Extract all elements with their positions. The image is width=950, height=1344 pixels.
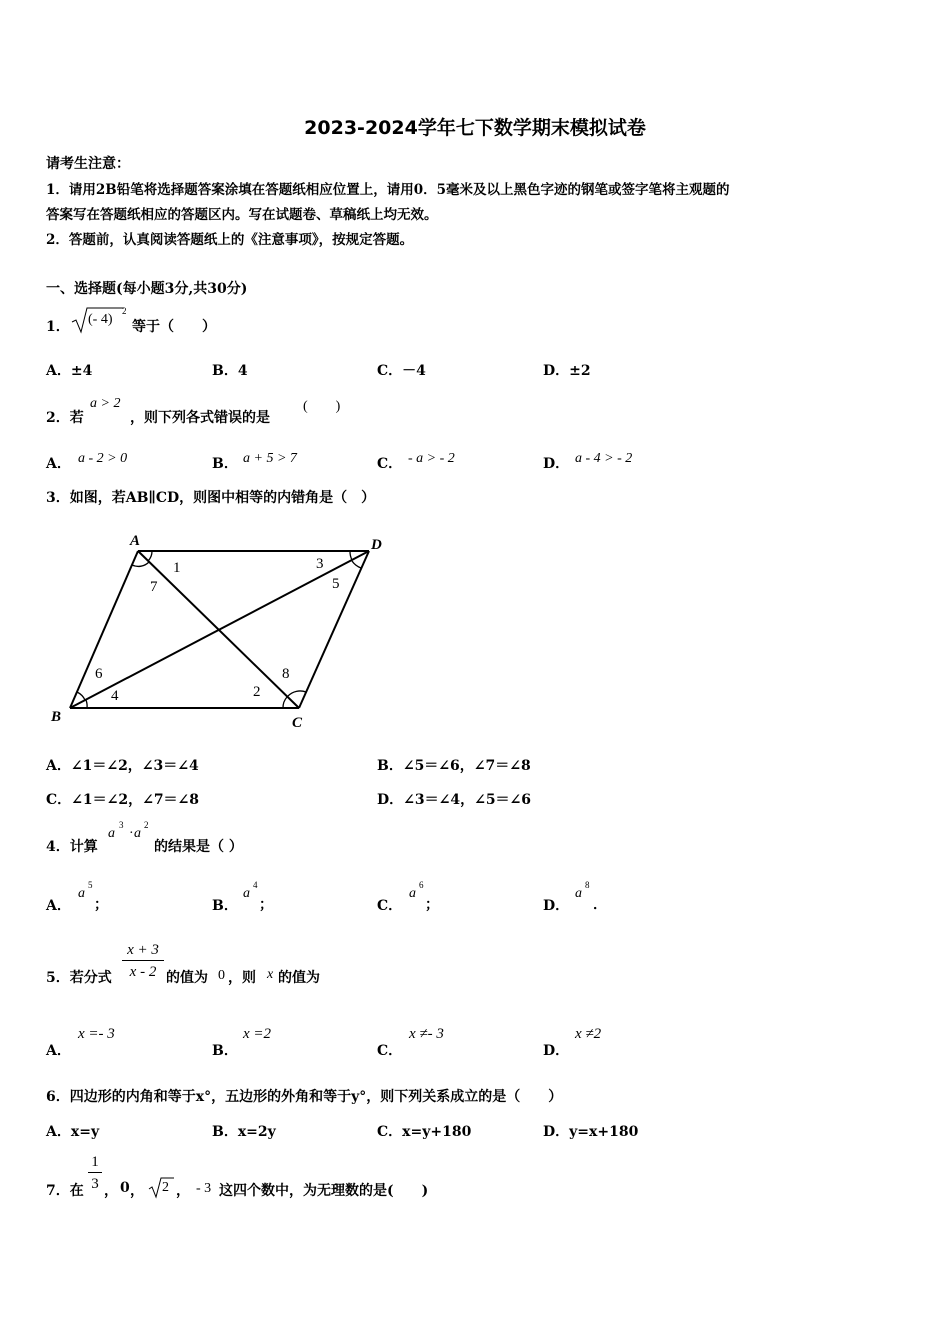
q1-option-c: C．－4 xyxy=(377,363,426,379)
q2-option-d: a - 4 > - 2 xyxy=(575,451,633,466)
q1-number: 1． xyxy=(46,319,70,335)
q6-option-c: C．x=y+180 xyxy=(377,1124,472,1140)
angle-arc-7 xyxy=(132,562,149,566)
q4-d-end: ． xyxy=(593,897,607,913)
q1-option-d: D．±2 xyxy=(543,363,591,379)
q3-option-b: B．∠5＝∠6，∠7＝∠8 xyxy=(377,758,531,774)
q5-option-c: x ≠- 3 xyxy=(409,1026,444,1042)
q1-text: 等于（ ） xyxy=(132,319,216,335)
q1-exponent: 2 xyxy=(122,306,127,316)
q7-comma-2: ， xyxy=(130,1183,144,1199)
angle-arc-2 xyxy=(283,697,287,708)
q7-zero: 0 xyxy=(120,1180,130,1196)
angle-label-4: 4 xyxy=(111,688,119,704)
q5-denominator: x - 2 xyxy=(129,964,157,980)
q5-label-a: A． xyxy=(46,1043,71,1059)
angle-label-1: 1 xyxy=(173,560,181,576)
q7-comma-3: ， xyxy=(176,1183,190,1199)
q6-option-b: B．x=2y xyxy=(212,1124,276,1140)
q4-c-exp: 6 xyxy=(419,880,424,890)
q4-label-c: C． xyxy=(377,898,403,914)
q2-condition: a > 2 xyxy=(90,396,121,411)
q3-option-a: A．∠1＝∠2，∠3＝∠4 xyxy=(46,758,199,774)
q2-paren: ( ) xyxy=(303,399,341,414)
q3-option-c: C．∠1＝∠2，∠7＝∠8 xyxy=(46,792,200,808)
q4-label-d: D． xyxy=(543,898,570,914)
q5-label-d: D． xyxy=(543,1043,570,1059)
angle-arc-6 xyxy=(77,692,85,700)
section-heading: 一、选择题(每小题3分,共30分) xyxy=(46,281,248,297)
q4-dot: · xyxy=(129,826,134,841)
notice-line-1: 1．请用2B铅笔将选择题答案涂填在答题纸相应位置上，请用0．5毫米及以上黑色字迹的钢笔或签字笔将主观题的 xyxy=(46,182,730,198)
q1-option-b: B．4 xyxy=(212,363,248,379)
q5-number: 5．若分式 xyxy=(46,970,112,986)
q4-base-1: a xyxy=(108,826,115,841)
q4-b-exp: 4 xyxy=(253,880,258,890)
q5-label-c: C． xyxy=(377,1043,403,1059)
q6-option-d: D．y=x+180 xyxy=(543,1124,639,1140)
q5-option-b: x =2 xyxy=(243,1026,272,1042)
q2-label-a: A． xyxy=(46,456,71,472)
q2-label-c: C． xyxy=(377,456,403,472)
q5-mid2: ，则 xyxy=(228,970,256,986)
vertex-label-a: A xyxy=(130,533,141,549)
diagonal-bd xyxy=(70,551,369,708)
q5-fraction xyxy=(122,940,164,983)
q2-label-b: B． xyxy=(212,456,238,472)
q2-option-a: a - 2 > 0 xyxy=(78,451,128,466)
q4-a-exp: 5 xyxy=(88,880,93,890)
angle-arc-5 xyxy=(352,561,361,568)
q2-number: 2．若 xyxy=(46,410,84,426)
q4-d-exp: 8 xyxy=(585,880,590,890)
q7-negative: - 3 xyxy=(196,1181,212,1196)
q7-number: 7．在 xyxy=(46,1183,84,1199)
q4-b-base: a xyxy=(243,886,250,901)
q4-label-b: B． xyxy=(212,898,238,914)
q7-comma-1: ， xyxy=(104,1183,118,1199)
q6-option-a: A．x=y xyxy=(46,1124,100,1140)
parallelogram-diagram xyxy=(40,525,400,735)
q2-option-c: - a > - 2 xyxy=(408,451,455,466)
q5-numerator: x + 3 xyxy=(122,940,164,961)
q4-c-base: a xyxy=(409,886,416,901)
page-title: 2023-2024学年七下数学期末模拟试卷 xyxy=(304,117,646,139)
vertex-label-b: B xyxy=(51,709,62,725)
q4-a-base: a xyxy=(78,886,85,901)
q4-a-end: ； xyxy=(94,897,108,913)
q4-text: 的结果是（ ） xyxy=(154,839,243,855)
q4-c-end: ； xyxy=(425,897,439,913)
q5-mid: 的值为 xyxy=(166,970,208,986)
q5-tail: 的值为 xyxy=(278,970,320,986)
q5-option-d: x ≠2 xyxy=(575,1026,602,1042)
segment-ab xyxy=(70,551,138,708)
notice-heading: 请考生注意： xyxy=(46,156,130,172)
angle-arc-8 xyxy=(288,691,306,696)
q4-d-base: a xyxy=(575,886,582,901)
q7-sqrt-radicand: 2 xyxy=(162,1180,169,1195)
q7-fraction-num: 1 xyxy=(88,1153,102,1173)
angle-label-3: 3 xyxy=(316,556,324,572)
angle-arc-3 xyxy=(350,551,352,560)
q4-exp-1: 3 xyxy=(119,820,124,830)
q2-option-b: a + 5 > 7 xyxy=(243,451,297,466)
q7-fraction-den: 3 xyxy=(91,1176,99,1192)
angle-label-6: 6 xyxy=(95,666,103,682)
notice-line-2: 答案写在答题纸相应的答题区内。写在试题卷、草稿纸上均无效。 xyxy=(46,207,438,223)
q4-b-end: ； xyxy=(259,897,273,913)
q2-text: ，则下列各式错误的是 xyxy=(130,410,270,426)
q7-text: 这四个数中，为无理数的是( ) xyxy=(219,1183,429,1199)
angle-label-2: 2 xyxy=(253,684,261,700)
q4-label-a: A． xyxy=(46,898,71,914)
angle-label-7: 7 xyxy=(150,579,158,595)
q6-text: 6．四边形的内角和等于x°，五边形的外角和等于y°，则下列关系成立的是（ ） xyxy=(46,1089,563,1105)
q4-expression xyxy=(108,820,154,844)
q2-label-d: D． xyxy=(543,456,570,472)
notice-line-3: 2．答题前，认真阅读答题纸上的《注意事项》，按规定答题。 xyxy=(46,232,414,248)
angle-arc-4 xyxy=(86,700,87,708)
vertex-label-c: C xyxy=(292,715,303,731)
q3-text: 3．如图，若AB∥CD，则图中相等的内错角是（ ） xyxy=(46,490,376,506)
q1-radicand: (- 4) xyxy=(88,312,113,327)
q4-base-2: a xyxy=(134,826,141,841)
angle-arc-1 xyxy=(148,551,152,561)
q4-number: 4．计算 xyxy=(46,839,98,855)
q5-label-b: B． xyxy=(212,1043,238,1059)
q4-exp-2: 2 xyxy=(144,820,149,830)
angle-label-8: 8 xyxy=(282,666,290,682)
angle-label-5: 5 xyxy=(332,576,340,592)
q3-option-d: D．∠3＝∠4，∠5＝∠6 xyxy=(377,792,532,808)
segment-dc xyxy=(299,551,369,708)
q7-fraction xyxy=(88,1153,102,1195)
q5-var: x xyxy=(267,967,274,982)
q1-option-a: A．±4 xyxy=(46,363,93,379)
q5-option-a: x =- 3 xyxy=(78,1026,115,1042)
vertex-label-d: D xyxy=(371,537,382,553)
q5-zero: 0 xyxy=(218,968,225,983)
